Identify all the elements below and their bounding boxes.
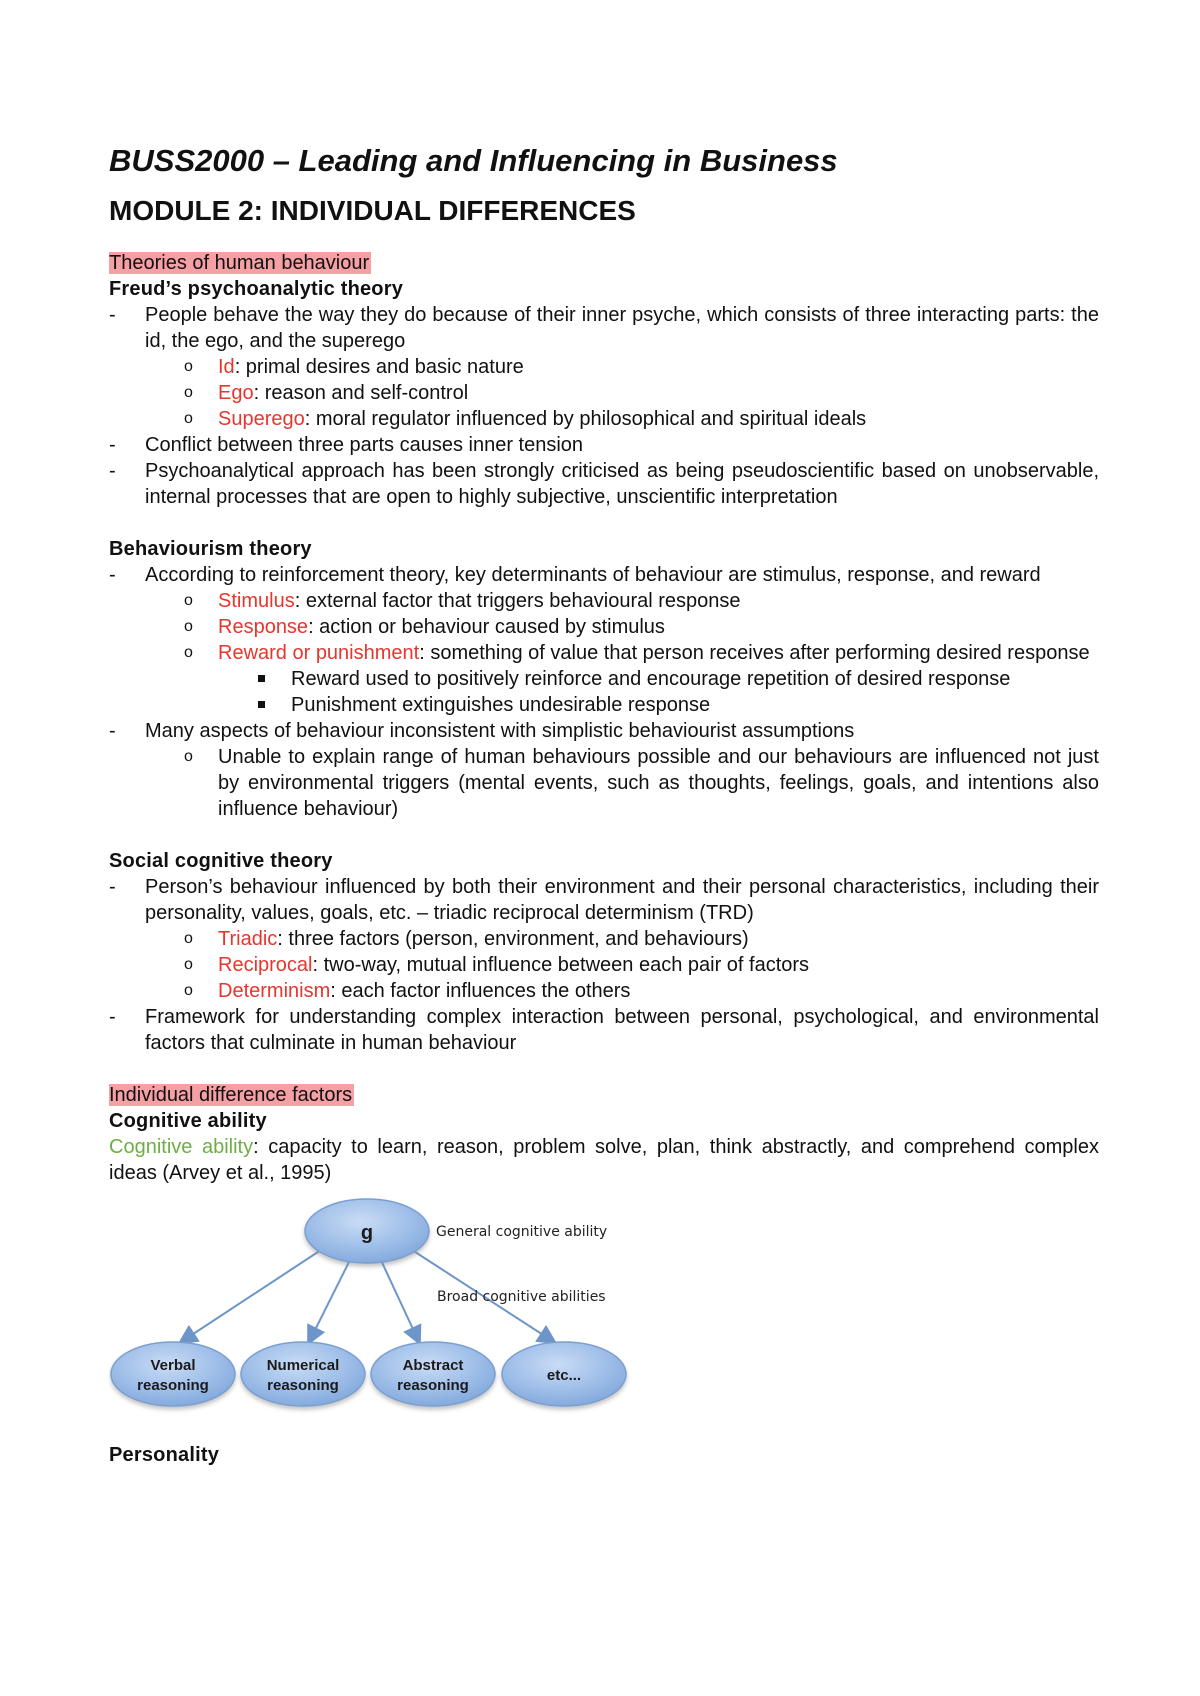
node-numerical <box>241 1342 365 1406</box>
list-item: o Superego: moral regulator influenced by philosophical and spiritual ideals <box>184 407 867 430</box>
top-node-label: g <box>360 1221 374 1244</box>
cognitive-ability-diagram <box>109 1196 669 1436</box>
node-verbal <box>111 1342 235 1406</box>
list-item: o Triadic: three factors (person, environment, and behaviours) <box>184 927 749 950</box>
arrow-numerical <box>309 1256 352 1342</box>
list-item: - Person’s behaviour influenced by both their environment and their personal characteristics, including their personality, values, goals, etc. – triadic reciprocal determinism (TRD) <box>109 875 1099 924</box>
list-item: o Determinism: each factor influences the others <box>184 979 631 1002</box>
personality-title: Personality <box>109 1443 220 1466</box>
document-page <box>109 142 1099 1468</box>
node-numerical-line1: Numerical <box>266 1356 340 1374</box>
list-item: o Stimulus: external factor that triggers behavioural response <box>184 589 741 612</box>
node-abstract-line1: Abstract <box>402 1356 464 1374</box>
node-verbal-line1: Verbal <box>150 1356 196 1374</box>
node-verbal-line2: reasoning <box>137 1376 209 1394</box>
arrow-verbal <box>181 1248 324 1342</box>
list-item: o Reward or punishment: something of value that person receives after performing desired response <box>184 641 1090 664</box>
section-heading-theories: Theories of human behaviour <box>109 251 370 274</box>
social-cognitive-title: Social cognitive theory <box>109 849 333 872</box>
document-title: BUSS2000 – Leading and Influencing in Business <box>109 143 838 178</box>
list-item: - People behave the way they do because of their inner psyche, which consists of three interacting parts: the id, the ego, and the superego <box>109 303 1099 352</box>
list-item: - Psychoanalytical approach has been strongly criticised as being pseudoscientific based on unobservable, internal processes that are open to highly subjective, unscientific interpretation <box>109 459 1099 508</box>
list-item: - Many aspects of behaviour inconsistent with simplistic behaviourist assumptions <box>109 719 855 742</box>
list-item: o Id: primal desires and basic nature <box>184 355 524 378</box>
list-item: - Conflict between three parts causes inner tension <box>109 433 584 456</box>
list-item: o Reciprocal: two-way, mutual influence between each pair of factors <box>184 953 810 976</box>
list-item: o Response: action or behaviour caused by stimulus <box>184 615 665 638</box>
arrow-abstract <box>379 1256 419 1342</box>
list-item: - Framework for understanding complex interaction between personal, psychological, and environmental factors that culminate in human behaviour <box>109 1005 1099 1054</box>
list-item: o Ego: reason and self-control <box>184 381 469 404</box>
cognitive-ability-definition: Cognitive ability: capacity to learn, reason, problem solve, plan, think abstractly, and comprehend complex ideas (Arvey et al., 1995) <box>109 1135 1099 1184</box>
diagram-svg <box>109 1196 669 1436</box>
list-item: o Unable to explain range of human behaviours possible and our behaviours are influenced not just by environmental triggers (mental events, such as thoughts, feelings, goals, and intentions also influence behaviour) <box>184 745 1099 820</box>
freud-title: Freud’s psychoanalytic theory <box>109 277 404 300</box>
node-etc-line1: etc... <box>546 1366 582 1384</box>
top-caption: General cognitive ability <box>436 1223 608 1240</box>
node-numerical-line2: reasoning <box>267 1376 339 1394</box>
list-item: Punishment extinguishes undesirable response <box>109 692 1099 718</box>
module-title: MODULE 2: INDIVIDUAL DIFFERENCES <box>109 195 636 227</box>
list-item: Reward used to positively reinforce and encourage repetition of desired response <box>109 666 1099 692</box>
cognitive-ability-title: Cognitive ability <box>109 1109 267 1132</box>
list-item: - According to reinforcement theory, key determinants of behaviour are stimulus, response, and reward <box>109 563 1041 586</box>
mid-caption: Broad cognitive abilities <box>437 1288 606 1305</box>
behaviourism-title: Behaviourism theory <box>109 537 312 560</box>
node-abstract <box>371 1342 495 1406</box>
node-etc <box>502 1342 626 1406</box>
node-abstract-line2: reasoning <box>397 1376 469 1394</box>
section-heading-individual-differences: Individual difference factors <box>109 1083 353 1106</box>
